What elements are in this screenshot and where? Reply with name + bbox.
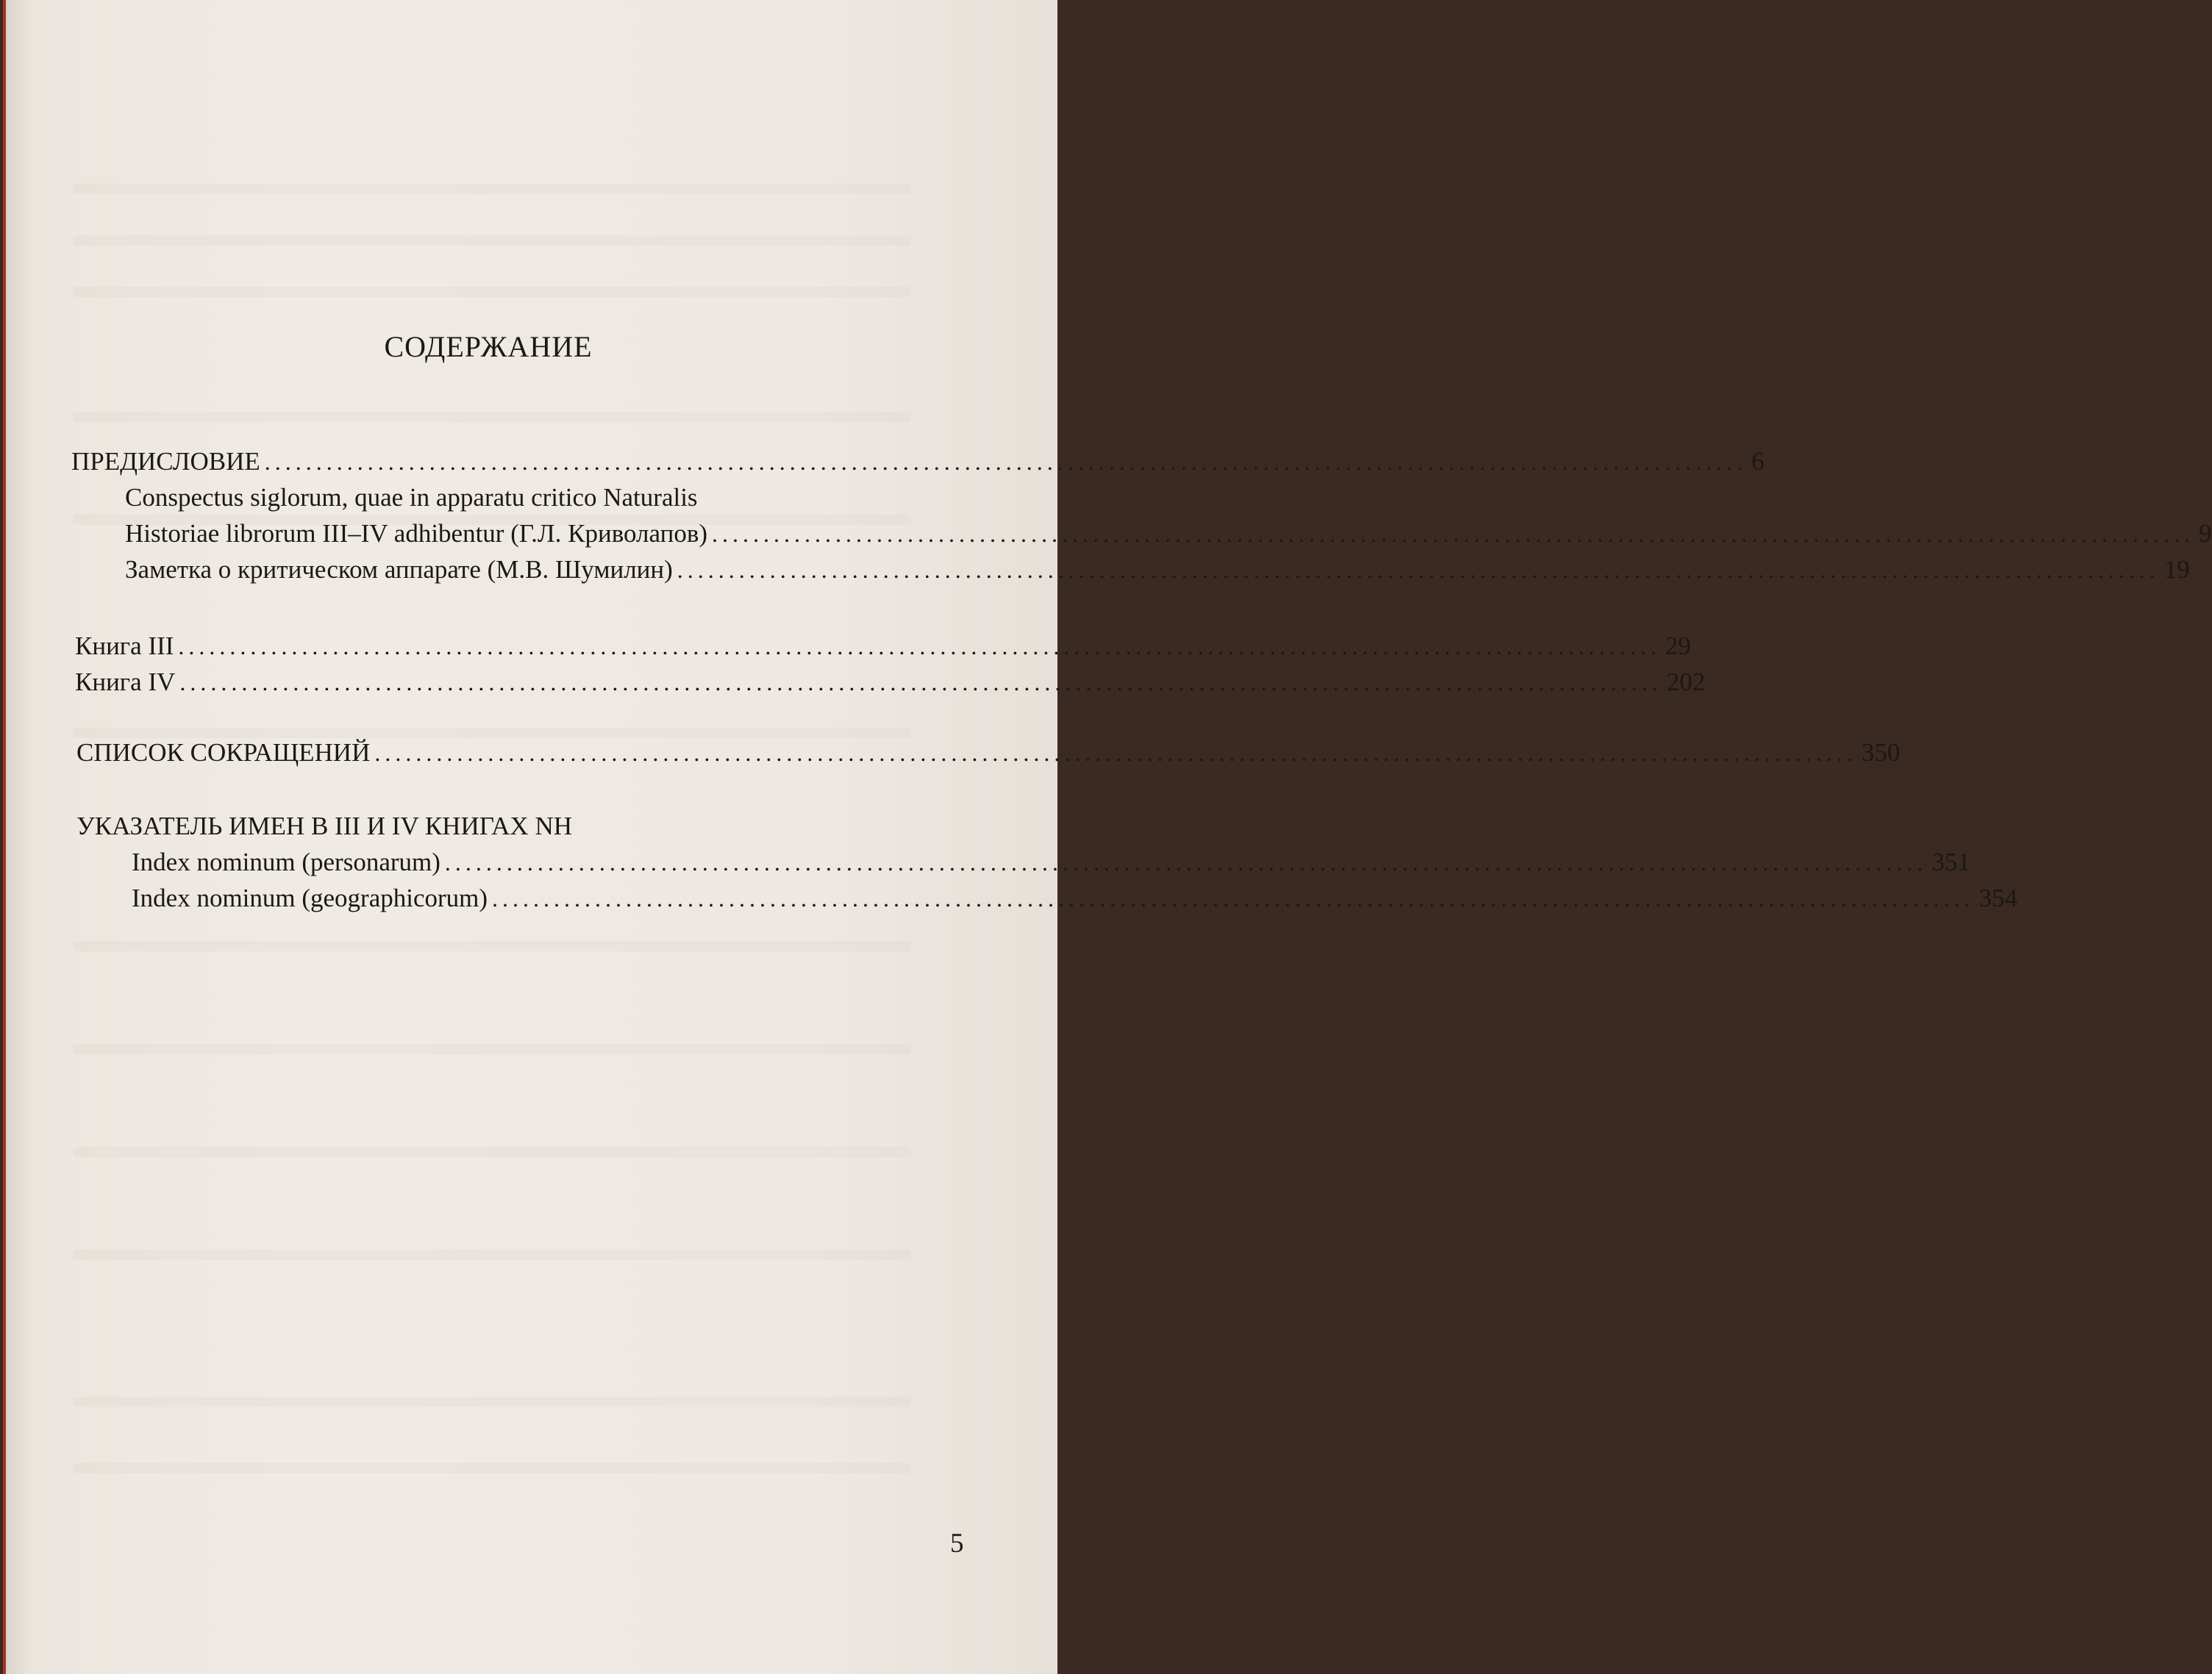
toc-label: Index nominum (personarum) — [132, 848, 440, 876]
bleed-through-line — [73, 941, 911, 951]
leader-dots: ................................................................................................................................................ — [677, 557, 2160, 583]
page-number: 5 — [950, 1528, 964, 1559]
bleed-through-line — [73, 1147, 911, 1157]
toc-label: ПРЕДИСЛОВИЕ — [71, 447, 260, 476]
bleed-through-line — [73, 1250, 911, 1260]
toc-entry-conspectus-line1: Conspectus siglorum, quae in apparatu critico Naturalis — [125, 483, 698, 512]
toc-page-number: 351 — [1931, 848, 1971, 876]
toc-page-number: 6 — [1751, 447, 1765, 476]
bleed-through-line — [73, 1397, 911, 1407]
leader-dots: ................................................................................................................................................ — [264, 448, 1747, 475]
toc-label: Книга IV — [75, 668, 176, 696]
toc-entry-preface — [71, 444, 1765, 479]
toc-entry-book-3 — [75, 629, 1691, 664]
toc-page-number: 202 — [1666, 668, 1705, 696]
leader-dots: ................................................................................................................................................ — [178, 633, 1661, 659]
toc-entry-conspectus — [125, 516, 2212, 551]
toc-page-number: 19 — [2163, 555, 2190, 584]
bleed-through-line — [73, 1044, 911, 1054]
bleed-through-line — [73, 287, 911, 297]
toc-label: Книга III — [75, 632, 174, 660]
leader-dots: ................................................................................................................................................ — [374, 740, 1858, 766]
bleed-through-line — [73, 412, 911, 422]
leader-dots: ................................................................................................................................................ — [712, 521, 2194, 547]
cover-edge — [3, 0, 6, 1674]
book-page — [3, 0, 2212, 1674]
leader-dots: ................................................................................................................................................ — [444, 849, 1927, 876]
toc-page-number: 29 — [1665, 632, 1691, 660]
toc-label: Заметка о критическом аппарате (М.В. Шумилин) — [125, 555, 673, 584]
bleed-through-line — [73, 184, 911, 194]
toc-page-number: 350 — [1861, 738, 1900, 767]
toc-entry-index-geo — [132, 881, 2018, 916]
toc-label: СПИСОК СОКРАЩЕНИЙ — [76, 738, 371, 767]
bleed-through-line — [73, 235, 911, 246]
toc-entry-abbreviations — [76, 735, 1900, 770]
toc-entry-note — [125, 552, 2190, 587]
toc-label: Historiae librorum III–IV adhibentur (Г.Л. Криволапов) — [125, 519, 707, 548]
toc-label: Index nominum (geographicorum) — [132, 884, 488, 912]
bleed-through-line — [73, 1463, 911, 1473]
leader-dots: ................................................................................................................................................ — [492, 885, 1975, 912]
toc-page-number: 354 — [1979, 884, 2018, 912]
toc-page-number: 9 — [2199, 519, 2212, 548]
toc-entry-index-persons — [132, 845, 1971, 880]
leader-dots: ................................................................................................................................................ — [179, 669, 1663, 695]
toc-entry-index-heading: УКАЗАТЕЛЬ ИМЕН В III И IV КНИГАХ NH — [76, 812, 573, 840]
toc-entry-book-4 — [75, 665, 1705, 700]
page-title: СОДЕРЖАНИЕ — [384, 330, 593, 363]
